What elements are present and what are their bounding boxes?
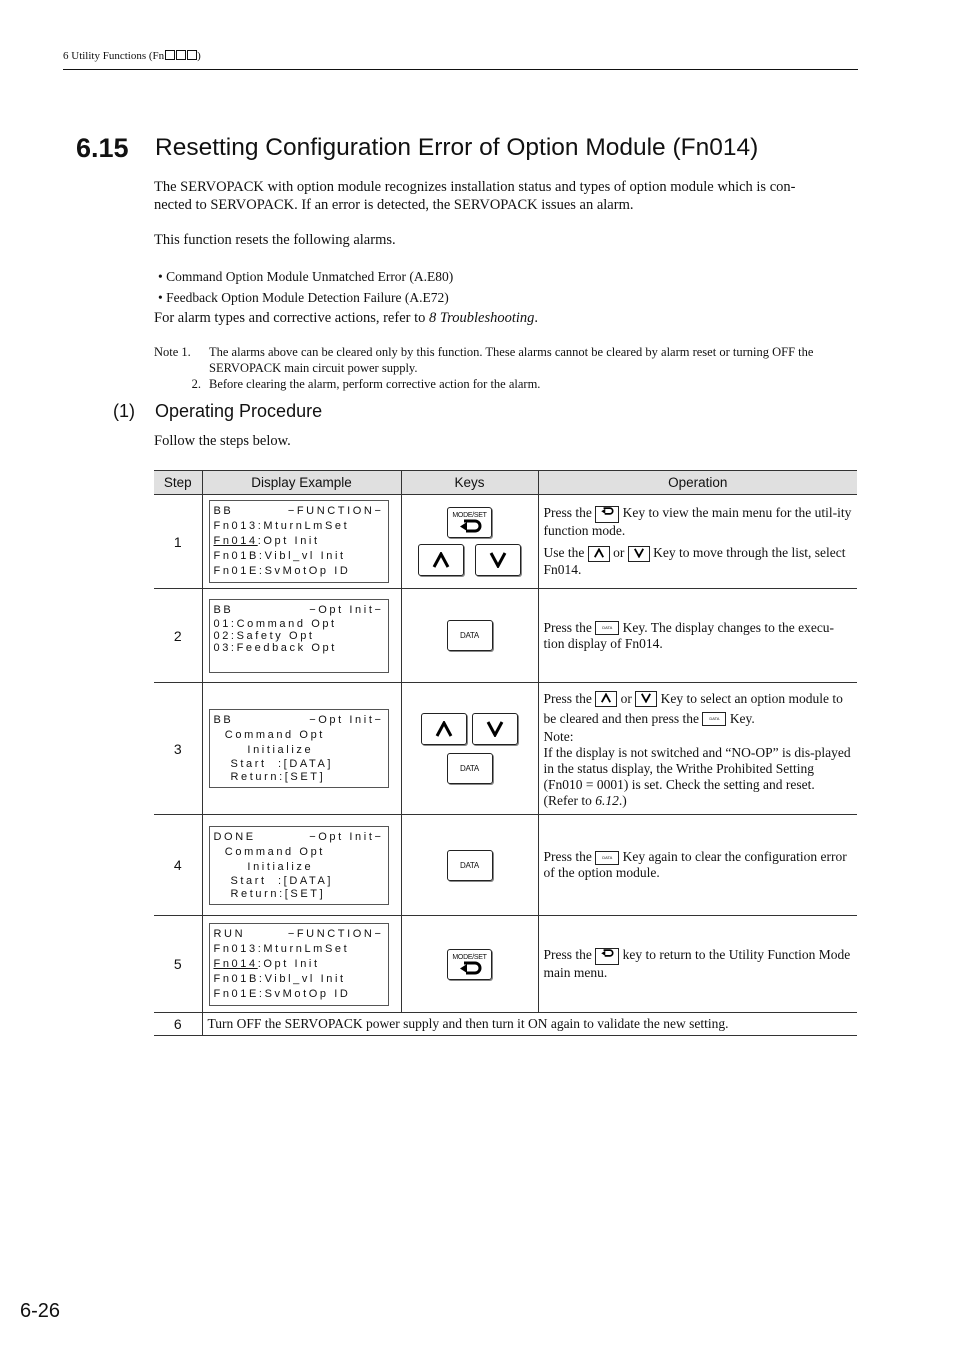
display-line bbox=[214, 758, 384, 771]
display-line bbox=[214, 504, 384, 519]
display-line bbox=[214, 618, 384, 630]
refer-text bbox=[154, 310, 538, 328]
display-line bbox=[214, 830, 384, 845]
op-text: or bbox=[617, 690, 636, 706]
display-mode: −Opt Init− bbox=[309, 603, 384, 616]
up-key-inline bbox=[588, 546, 610, 562]
display-text: Fn01E:SvMotOp ID bbox=[213, 987, 351, 1000]
header-keys: Keys bbox=[401, 471, 538, 495]
display-text: Command Opt bbox=[213, 845, 325, 858]
enter-arrow-icon bbox=[457, 961, 483, 975]
display-line bbox=[214, 642, 384, 654]
step-number: 3 bbox=[154, 683, 202, 815]
up-arrow-icon bbox=[593, 548, 605, 558]
data-key-inline: DATA bbox=[595, 851, 619, 865]
op-text: Key. bbox=[726, 710, 755, 726]
display-example-cell bbox=[202, 495, 401, 589]
display-line bbox=[214, 927, 384, 942]
display-line bbox=[214, 942, 384, 957]
display-line-selected bbox=[214, 534, 384, 549]
table-row bbox=[154, 916, 857, 1013]
note-2-label: 2. bbox=[191, 377, 201, 391]
display-line bbox=[214, 771, 384, 784]
display-line-selected bbox=[214, 957, 384, 972]
display-example-cell bbox=[202, 916, 401, 1013]
op-text: Press the bbox=[543, 619, 596, 635]
mode-set-key[interactable] bbox=[447, 949, 492, 980]
step-number: 6 bbox=[154, 1013, 202, 1036]
display-example-cell bbox=[202, 589, 401, 683]
up-key[interactable] bbox=[418, 544, 464, 576]
op-text: Key again to clear the configuration error of the option module. bbox=[543, 849, 847, 880]
step-number: 2 bbox=[154, 589, 202, 683]
enter-arrow-icon bbox=[599, 949, 615, 957]
down-key-inline bbox=[635, 691, 657, 707]
operation-cell bbox=[538, 815, 857, 916]
operation-cell bbox=[538, 495, 857, 589]
troubleshooting-ref: 8 Troubleshooting bbox=[428, 310, 535, 326]
display-text: Return:[SET] bbox=[213, 887, 326, 900]
display-line bbox=[214, 972, 384, 987]
display-line bbox=[214, 845, 384, 860]
down-arrow-icon bbox=[488, 552, 508, 568]
refer-post: . bbox=[534, 310, 539, 326]
header-rule bbox=[63, 69, 858, 70]
display-text: Initialize bbox=[213, 744, 314, 756]
notes bbox=[154, 344, 859, 392]
display-line bbox=[214, 713, 384, 728]
display-line bbox=[214, 860, 384, 875]
table-row bbox=[154, 495, 857, 589]
display-line bbox=[214, 875, 384, 888]
display-status: DONE bbox=[213, 830, 256, 843]
up-arrow-icon bbox=[600, 693, 612, 703]
up-key[interactable] bbox=[421, 713, 467, 745]
subsection-label: Operating Procedure bbox=[155, 401, 323, 421]
section-title: Resetting Configuration Error of Option Module (Fn014) bbox=[155, 134, 759, 161]
op-text: Key to view the main menu for the util-ity function mode. bbox=[543, 505, 852, 538]
operation-cell bbox=[538, 683, 857, 815]
display-line bbox=[214, 603, 384, 618]
operator-display bbox=[209, 923, 389, 1006]
display-text: Fn01B:Vibl_vl Init bbox=[213, 972, 346, 985]
data-key[interactable]: DATA bbox=[447, 753, 493, 784]
operator-display bbox=[209, 709, 389, 788]
display-line bbox=[214, 987, 384, 1002]
operator-display bbox=[209, 826, 389, 905]
display-text: Start :[DATA] bbox=[213, 874, 334, 887]
resets-text: This function resets the following alarms. bbox=[154, 232, 396, 248]
display-text: Fn013:MturnLmSet bbox=[213, 942, 350, 955]
page-number: 6-26 bbox=[20, 1300, 61, 1322]
op-text: Press the bbox=[543, 849, 596, 864]
note-1-text: The alarms above can be cleared only by this function. These alarms cannot be cleared by alarm reset or turning OFF the SERVOPACK main circuit power supply. bbox=[209, 345, 814, 375]
down-key-inline bbox=[628, 546, 650, 562]
step-number: 1 bbox=[154, 495, 202, 589]
mode-set-key-inline bbox=[595, 948, 619, 965]
display-example-cell bbox=[202, 815, 401, 916]
up-key-inline bbox=[595, 691, 617, 707]
enter-arrow-icon bbox=[599, 507, 615, 515]
display-cursor-text: Fn014 bbox=[213, 535, 258, 547]
intro-paragraph bbox=[154, 179, 795, 214]
op-text: Press the bbox=[543, 690, 596, 706]
operator-display bbox=[209, 599, 389, 673]
display-text: Return:[SET] bbox=[213, 771, 326, 783]
down-key[interactable] bbox=[475, 544, 521, 576]
op-text: or bbox=[609, 544, 628, 560]
display-line bbox=[214, 743, 384, 758]
display-mode: −Opt Init− bbox=[309, 714, 384, 726]
display-status: BB bbox=[213, 714, 234, 726]
operation-cell bbox=[538, 916, 857, 1013]
subsection-title bbox=[113, 401, 322, 422]
header-operation: Operation bbox=[538, 471, 857, 495]
display-cursor-text: Fn014 bbox=[213, 957, 258, 970]
mode-set-key-inline bbox=[595, 506, 619, 523]
display-line bbox=[214, 728, 384, 743]
data-key-inline: DATA bbox=[702, 712, 726, 726]
down-arrow-icon bbox=[640, 693, 652, 703]
mode-set-key[interactable] bbox=[447, 507, 492, 538]
keys-cell bbox=[401, 916, 538, 1013]
display-line bbox=[214, 888, 384, 901]
table-row bbox=[154, 815, 857, 916]
intro-line-1: The SERVOPACK with option module recognizes installation status and types of option module which is con- bbox=[154, 179, 796, 195]
display-text: 01:Command Opt bbox=[213, 617, 337, 630]
down-arrow-icon bbox=[633, 548, 645, 558]
subsection-number: (1) bbox=[113, 401, 135, 421]
keys-cell bbox=[401, 589, 538, 683]
bullet-feedback-option: • Feedback Option Module Detection Failure (A.E72) bbox=[158, 290, 449, 305]
display-mode: −FUNCTION− bbox=[287, 505, 384, 517]
display-status: RUN bbox=[213, 927, 246, 940]
display-text: Fn01B:Vibl_vl Init bbox=[213, 550, 346, 562]
down-key[interactable] bbox=[472, 713, 518, 745]
down-arrow-icon bbox=[485, 721, 505, 737]
data-key[interactable]: DATA bbox=[447, 620, 493, 651]
keys-cell bbox=[401, 815, 538, 916]
display-text: Command Opt bbox=[213, 729, 325, 741]
display-status: BB bbox=[213, 505, 234, 517]
op-text: Key to move through the list, select Fn014. bbox=[543, 544, 846, 577]
enter-arrow-icon bbox=[457, 519, 483, 533]
table-header-row bbox=[154, 471, 857, 495]
op-text: Press the bbox=[543, 947, 596, 963]
display-text: 02:Safety Opt bbox=[213, 629, 315, 642]
bullet-command-option: • Command Option Module Unmatched Error (A.E80) bbox=[158, 269, 454, 284]
step-number: 5 bbox=[154, 916, 202, 1013]
mode-set-key-label: MODE/SET bbox=[452, 953, 487, 961]
op-text: Use the bbox=[543, 544, 588, 560]
display-status: BB bbox=[213, 603, 234, 616]
mode-set-key-label: MODE/SET bbox=[452, 512, 487, 519]
step-6-operation: Turn OFF the SERVOPACK power supply and then turn it ON again to validate the new setting. bbox=[202, 1013, 857, 1036]
op-text: Press the bbox=[543, 505, 596, 521]
operator-display bbox=[209, 500, 389, 583]
refer-pre: For alarm types and corrective actions, refer to bbox=[154, 310, 429, 326]
header-label: 6 Utility Functions (Fn bbox=[63, 50, 165, 62]
display-line bbox=[214, 549, 384, 564]
operating-procedure-table bbox=[154, 470, 857, 1036]
display-line bbox=[214, 519, 384, 534]
running-header: 6 Utility Functions (Fn ) bbox=[63, 50, 201, 62]
display-text: :Opt Init bbox=[257, 535, 320, 547]
display-example-cell bbox=[202, 683, 401, 815]
op-text: .) bbox=[618, 792, 627, 808]
display-text: Fn01E:SvMotOp ID bbox=[213, 565, 351, 577]
display-line bbox=[214, 630, 384, 642]
header-step: Step bbox=[154, 471, 202, 495]
header-display-example: Display Example bbox=[202, 471, 401, 495]
note-2-text: Before clearing the alarm, perform corrective action for the alarm. bbox=[209, 377, 541, 391]
note-1-label: Note 1. bbox=[154, 345, 191, 359]
placeholder-boxes bbox=[164, 50, 197, 62]
step-number: 4 bbox=[154, 815, 202, 916]
display-line bbox=[214, 564, 384, 579]
display-mode: −Opt Init− bbox=[309, 830, 384, 843]
keys-cell bbox=[401, 495, 538, 589]
data-key[interactable]: DATA bbox=[447, 850, 493, 881]
up-arrow-icon bbox=[434, 721, 454, 737]
table-row bbox=[154, 1013, 857, 1036]
display-text: Start :[DATA] bbox=[213, 758, 334, 770]
op-note-label: Note: bbox=[543, 728, 574, 744]
operation-cell bbox=[538, 589, 857, 683]
up-arrow-icon bbox=[431, 552, 451, 568]
keys-cell bbox=[401, 683, 538, 815]
section-ref: 6.12 bbox=[595, 792, 619, 808]
op-text: If the display is not switched and “NO-OP” is dis-played in the status display, the Writhe Prohibited Setting (Fn010 = 0001) is set. Check the setting and reset. (Refer to bbox=[543, 744, 851, 808]
op-text: Key. The display changes to the execu-tion display of Fn014. bbox=[543, 619, 835, 651]
display-text: 03:Feedback Opt bbox=[213, 641, 337, 654]
display-text: :Opt Init bbox=[257, 957, 320, 970]
data-key-inline: DATA bbox=[595, 621, 619, 635]
table-row bbox=[154, 589, 857, 683]
intro-line-2: nected to SERVOPACK. If an error is detected, the SERVOPACK issues an alarm. bbox=[154, 196, 634, 213]
display-text: Initialize bbox=[213, 860, 314, 873]
section-number: 6.15 bbox=[76, 133, 129, 163]
follow-text: Follow the steps below. bbox=[154, 433, 291, 449]
op-text: Key to select an option module to be cleared and then press the bbox=[543, 690, 843, 726]
display-mode: −FUNCTION− bbox=[287, 927, 384, 940]
display-text: Fn013:MturnLmSet bbox=[213, 520, 350, 532]
op-text: key to return to the Utility Function Mode main menu. bbox=[543, 947, 851, 980]
table-row bbox=[154, 683, 857, 815]
